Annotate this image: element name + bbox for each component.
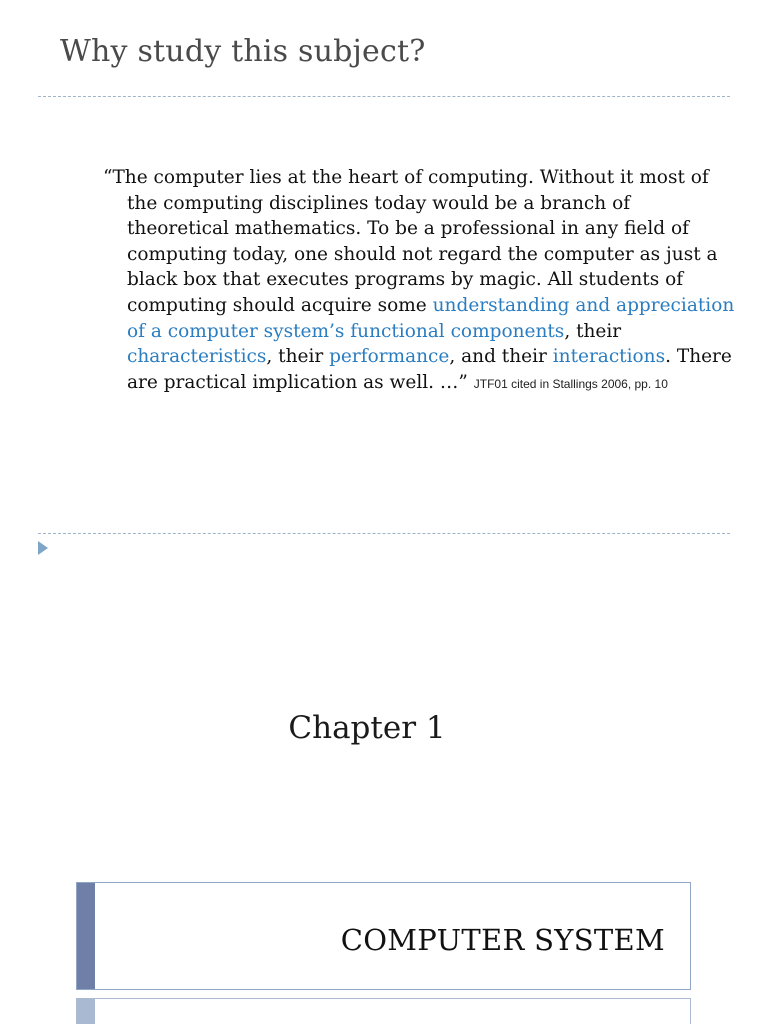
quote-highlight-performance: performance [329, 346, 450, 368]
quote-text-5: . There are practical implication as well. …” [127, 346, 732, 393]
quote-text-1: “The computer lies at the heart of computing. Without it most of the computing disciplines today would be a branch of theoretical mathematics. To be a professional in any field of computing today, one should not regard the computer as just a black box that executes programs by magic. All students of computing should acquire some [103, 167, 718, 316]
section-divider [38, 533, 730, 534]
quote-highlight-components: understanding and appreciation of a computer system’s functional components [127, 294, 735, 342]
next-slide-box [76, 998, 691, 1024]
section-title-box [76, 882, 691, 990]
quote-text-2: , their [564, 320, 622, 342]
quote-citation: JTF01 cited in Stallings 2006, pp. 10 [473, 376, 668, 391]
title-box-accent-bar [77, 883, 95, 989]
slide-title: Why study this subject? [60, 34, 426, 69]
next-slide-accent-bar [77, 999, 95, 1024]
quote-text-4: , and their [449, 346, 553, 368]
quote-highlight-characteristics: characteristics [127, 346, 267, 368]
quote-text-3: , their [266, 346, 330, 368]
title-divider [38, 96, 730, 97]
quote-paragraph [103, 165, 737, 397]
section-title-label: COMPUTER SYSTEM [340, 923, 665, 957]
quote-highlight-interactions: interactions [552, 346, 666, 368]
triangle-bullet-icon [38, 541, 48, 555]
chapter-heading: Chapter 1 [288, 710, 446, 746]
